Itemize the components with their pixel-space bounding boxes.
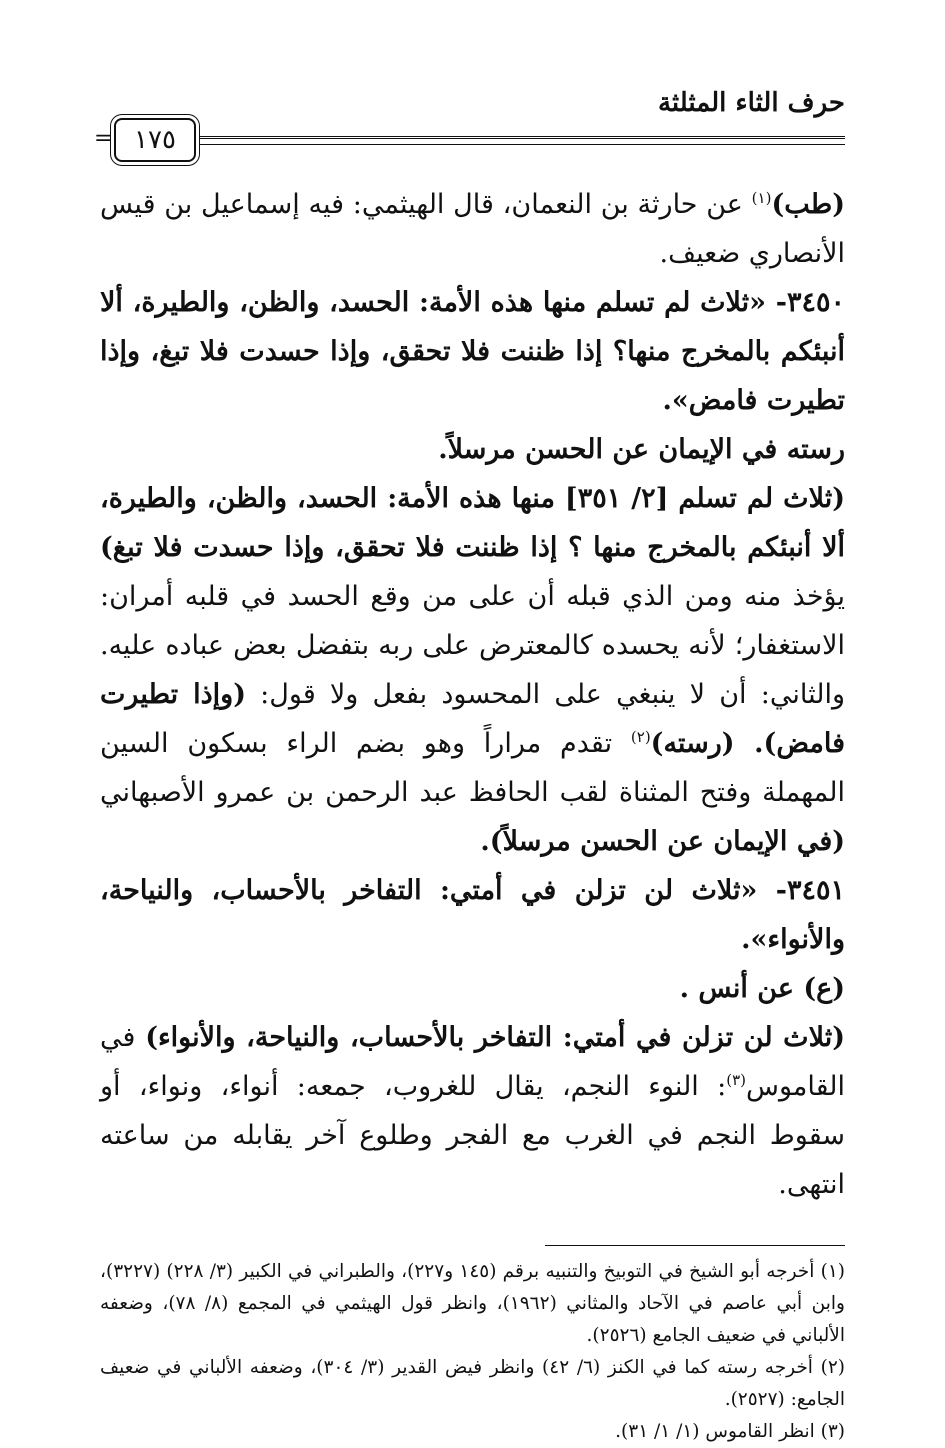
hadith-3451: ٣٤٥١- «ثلاث لن تزلن في أمتي: التفاخر بالأحساب، والنياحة، والأنواء».	[100, 875, 845, 955]
chapter-title: حرف الثاء المثلثة	[657, 88, 845, 118]
header-rule	[192, 136, 845, 145]
quote: (وإذا تطيرت فامض).	[100, 679, 845, 759]
quote: (ثلاث لم تسلم [٢/ ٣٥١] منها هذه الأمة: الحسد، والظن، والطيرة، ألا أنبئكم بالمخرج منها ؟ إذا ظننت فلا تحقق، وإذا حسدت فلا تبغ)	[100, 483, 845, 563]
hadith-source: (ع) عن أنس .	[679, 973, 845, 1004]
source-ref: (طب)	[771, 189, 845, 220]
text: : النوء النجم، يقال للغروب، جمعه: أنواء، ونواء، أو سقوط النجم في الغرب مع الفجر وطلوع آخر يقابله من ساعته انتهى.	[100, 1071, 845, 1200]
hadith-source: رسته في الإيمان عن الحسن مرسلاً.	[438, 434, 845, 465]
header-dash: =	[94, 126, 113, 151]
footnote-ref: (٣)	[726, 1071, 747, 1089]
page-header	[94, 80, 845, 155]
footnotes	[100, 1256, 845, 1448]
quote: (ثلاث لن تزلن في أمتي: التفاخر بالأحساب، والنياحة، والأنواء)	[145, 1022, 845, 1053]
footnote-3: (٣) انظر القاموس (١/ ١/ ٣١).	[615, 1421, 845, 1442]
paragraph	[100, 180, 845, 278]
footnote-ref: (٢)	[630, 728, 651, 746]
text: تقدم مراراً وهو بضم الراء بسكون السين المهملة وفتح المثناة لقب الحافظ عبد الرحمن بن عمرو الأصبهاني	[100, 728, 845, 808]
footnote-1: (١) أخرجه أبو الشيخ في التوبيخ والتنبيه برقم (١٤٥ و٢٢٧)، والطبراني في الكبير (٣/ ٢٢٨) (٣٢٢٧)، وابن أبي عاصم في الآحاد والمثاني (١٩٦٢)، وانظر قول الهيثمي في المجمع (٨/ ٧٨)، وضعفه الألباني في ضعيف الجامع (٢٥٢٦).	[100, 1261, 845, 1346]
page-number: ١٧٥	[114, 118, 196, 162]
page	[94, 80, 845, 1448]
quote: (في الإيمان عن الحسن مرسلاً).	[480, 826, 845, 857]
text: يؤخذ منه ومن الذي قبله أن على من وقع الحسد في قلبه أمران: الاستغفار؛ لأنه يحسده كالمعترض على ربه بتفضل بعض عباده عليه. والثاني: أن لا ينبغي على المحسود بفعل ولا قول:	[100, 581, 845, 710]
text: في القاموس	[100, 1022, 845, 1102]
commentary	[100, 474, 845, 866]
commentary	[100, 1013, 845, 1209]
footnote-ref: (١)	[751, 189, 772, 207]
footnote-2: (٢) أخرجه رسته كما في الكنز (٦/ ٤٢) وانظر فيض القدير (٣/ ٣٠٤)، وضعفه الألباني في ضعيف الجامع: (٢٥٢٧).	[100, 1357, 845, 1410]
text: عن حارثة بن النعمان، قال الهيثمي: فيه إسماعيل بن قيس الأنصاري ضعيف.	[100, 189, 845, 269]
hadith-3450: ٣٤٥٠- «ثلاث لم تسلم منها هذه الأمة: الحسد، والظن، والطيرة، ألا أنبئكم بالمخرج منها؟ إذا ظننت فلا تحقق، وإذا حسدت فلا تبغ، وإذا تطيرت فامض».	[100, 287, 845, 416]
source-ref: (رسته)	[650, 728, 755, 759]
footnote-separator	[545, 1245, 845, 1246]
main-text	[100, 180, 845, 1209]
